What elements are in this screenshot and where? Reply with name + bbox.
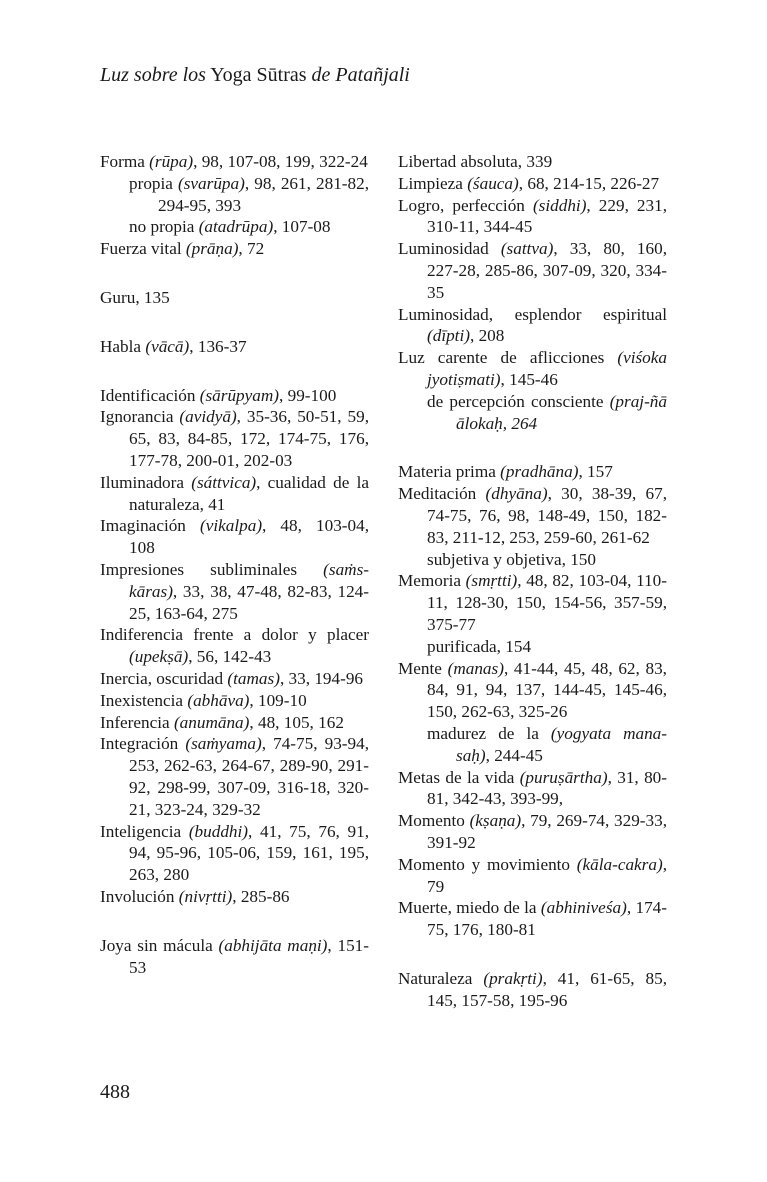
header-title-part2: Yoga Sūtras: [210, 64, 307, 86]
index-entry: Libertad absoluta, 339: [398, 152, 553, 171]
index-gap: [100, 358, 369, 385]
index-entry: Inexistencia (abhāva), 109-10: [100, 690, 307, 710]
index-entry: Identificación (sārūpyam), 99-100: [100, 385, 337, 405]
index-gap: [100, 309, 369, 336]
index-entry: Limpieza (śauca), 68, 214-15, 226-27: [398, 173, 660, 193]
running-header: [100, 63, 410, 87]
index-column-right: [398, 151, 667, 1011]
index-gap: [398, 434, 667, 461]
index-entry: Momento y movimiento (kāla-cakra), 79: [398, 854, 667, 896]
index-entry: Logro, perfección (siddhi), 229, 231, 310-11, 344-45: [398, 195, 667, 237]
index-entry: Guru, 135: [100, 287, 170, 307]
index-entry: Momento (kṣaṇa), 79, 269-74, 329-33, 391-92: [398, 811, 668, 852]
index-entry: Luminosidad, esplendor espiritual (dīpti), 208: [398, 304, 667, 346]
index-entry: Iluminadora (sáttvica), cualidad de la naturaleza, 41: [100, 472, 369, 514]
index-subentry: no propia (atadrūpa), 107-08: [129, 217, 331, 237]
index-entry: Joya sin mácula (abhijāta maṇi), 151-53: [100, 935, 369, 977]
index-gap: [100, 260, 369, 287]
index-entry: Muerte, miedo de la (abhiniveśa), 174-75, 176, 180-81: [398, 898, 667, 940]
index-entry: Materia prima (pradhāna), 157: [398, 462, 613, 482]
page-number: 488: [100, 1081, 130, 1103]
index-entry: Luminosidad (sattva), 33, 80, 160, 227-28, 285-86, 307-09, 320, 334-35: [398, 239, 667, 302]
index-entry: Impresiones subliminales (saṁs-kāras), 33, 38, 47-48, 82-83, 124-25, 163-64, 275: [100, 559, 369, 623]
index-entry: Ignorancia (avidyā), 35-36, 50-51, 59, 65, 83, 84-85, 172, 174-75, 176, 177-78, 200-01, 202-03: [100, 407, 369, 470]
index-entry: Luz carente de aflicciones (viśoka jyotiṣmati), 145-46: [398, 348, 667, 389]
index-entry: Mente (manas), 41-44, 45, 48, 62, 83, 84, 91, 94, 137, 144-45, 145-46, 150, 262-63, 325-26: [398, 658, 667, 722]
index-entry: Metas de la vida (puruṣārtha), 31, 80-81, 342-43, 393-99,: [398, 767, 667, 809]
index-entry: Meditación (dhyāna), 30, 38-39, 67, 74-75, 76, 98, 148-49, 150, 182-83, 211-12, 253, 259-60, 261-62: [398, 484, 667, 547]
index-subentry: madurez de la (yogyata mana-saḥ), 244-45: [427, 723, 667, 765]
index-column-left: [100, 151, 369, 978]
index-subentry: subjetiva y objetiva, 150: [427, 549, 596, 569]
index-entry: Inercia, oscuridad (tamas), 33, 194-96: [100, 668, 364, 688]
index-entry: Fuerza vital (prāṇa), 72: [100, 239, 265, 259]
index-subentry: de percepción consciente (praj-ñā ālokaḥ, 264: [427, 391, 667, 433]
index-entry: Forma (rūpa), 98, 107-08, 199, 322-24: [100, 152, 368, 171]
index-entry: Integración (saṁyama), 74-75, 93-94, 253, 262-63, 264-67, 289-90, 291-92, 298-99, 307-09, 316-18, 320-21, 323-24, 329-32: [100, 734, 369, 819]
index-gap: [398, 941, 667, 968]
index-subentry: propia (svarūpa), 98, 261, 281-82, 294-95, 393: [129, 173, 369, 215]
index-entry: Inferencia (anumāna), 48, 105, 162: [100, 712, 344, 732]
index-entry: Imaginación (vikalpa), 48, 103-04, 108: [100, 516, 369, 558]
index-entry: Involución (nivṛtti), 285-86: [100, 886, 290, 906]
index-gap: [100, 908, 369, 935]
index-entry: Habla (vācā), 136-37: [100, 336, 247, 356]
header-title-part1: Luz sobre los: [100, 64, 206, 86]
index-entry: Indiferencia frente a dolor y placer (upekṣā), 56, 142-43: [100, 625, 369, 667]
header-title-part3: de Patañjali: [311, 64, 410, 86]
index-entry: Naturaleza (prakṛti), 41, 61-65, 85, 145, 157-58, 195-96: [398, 968, 667, 1010]
index-entry: Memoria (smṛtti), 48, 82, 103-04, 110-11, 128-30, 150, 154-56, 357-59, 375-77: [398, 571, 667, 634]
index-subentry: purificada, 154: [427, 636, 532, 656]
index-entry: Inteligencia (buddhi), 41, 75, 76, 91, 94, 95-96, 105-06, 159, 161, 195, 263, 280: [100, 821, 369, 885]
